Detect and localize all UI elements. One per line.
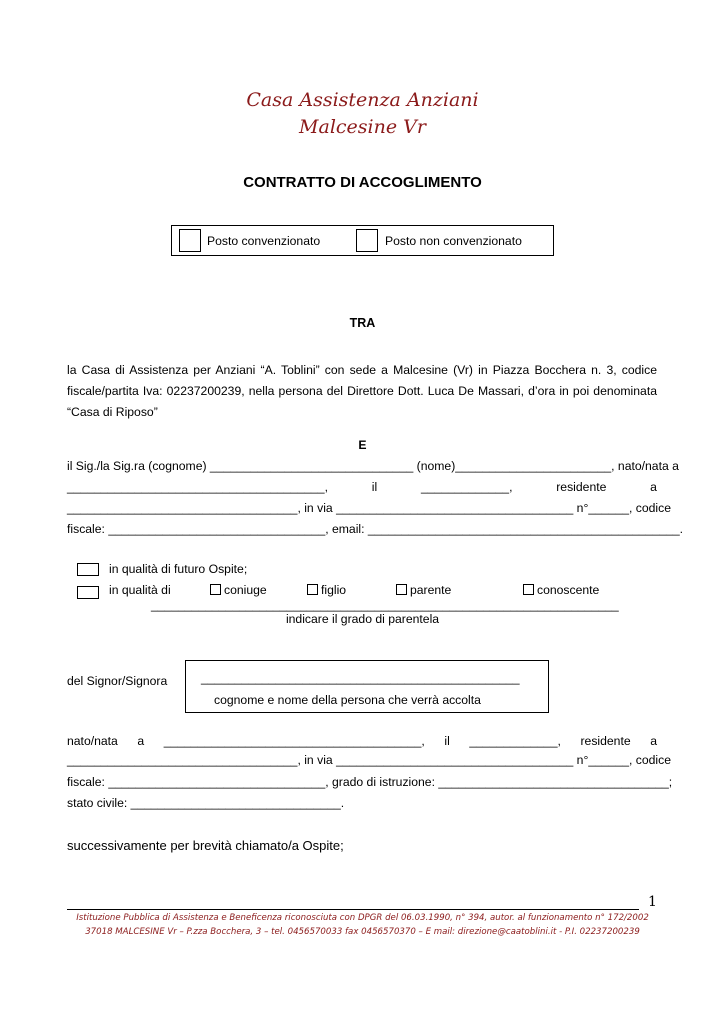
conoscente-label: conoscente bbox=[537, 583, 600, 597]
person-a-label-2: a bbox=[650, 734, 657, 748]
e-heading: E bbox=[358, 438, 367, 452]
futuro-ospite-label: in qualità di futuro Ospite; bbox=[109, 562, 248, 576]
person-residente-label: residente bbox=[580, 734, 631, 748]
person-fiscal-istruzione-field[interactable]: fiscale: ________________________________, grado di istruzione: __________________________________; bbox=[67, 775, 673, 789]
signor-label: del Signor/Signora bbox=[67, 674, 168, 688]
person-address-field[interactable]: __________________________________, in via ___________________________________ n°______, codice bbox=[67, 753, 672, 767]
guest-il-label: il bbox=[371, 480, 378, 494]
footer-line-1: Istituzione Pubblica di Assistenza e Beneficenza riconosciuta con DPGR del 06.03.1990, n° 394, autor. al funzionamento n° 172/2002 bbox=[76, 913, 649, 923]
coniuge-checkbox[interactable] bbox=[210, 584, 221, 595]
non-convenzionato-checkbox[interactable] bbox=[356, 229, 378, 252]
footer-divider bbox=[67, 909, 639, 910]
person-birthplace-field[interactable]: ______________________________________, bbox=[163, 734, 425, 748]
guest-name-field[interactable]: il Sig./la Sig.ra (cognome) ______________________________ (nome)_______________________, nato/nata a bbox=[67, 459, 679, 473]
tra-heading: TRA bbox=[349, 316, 376, 330]
person-stato-civile-field[interactable]: stato civile: _______________________________. bbox=[67, 796, 345, 810]
coniuge-option[interactable] bbox=[210, 583, 267, 597]
guest-row-3 bbox=[67, 501, 672, 519]
person-name-box bbox=[185, 660, 549, 713]
org-name-line1: Casa Assistenza Anziani bbox=[246, 89, 479, 111]
in-qualita-di-label: in qualità di bbox=[109, 583, 171, 597]
guest-a-label: a bbox=[650, 480, 657, 494]
relation-checkbox[interactable] bbox=[77, 586, 99, 599]
conoscente-option[interactable] bbox=[523, 583, 599, 597]
person-il-label: il bbox=[444, 734, 450, 748]
figlio-option[interactable] bbox=[307, 583, 346, 597]
guest-birthdate-field[interactable]: _____________, bbox=[420, 480, 513, 494]
futuro-ospite-checkbox[interactable] bbox=[77, 563, 99, 576]
convenzionato-label: Posto convenzionato bbox=[207, 234, 321, 248]
posto-type-box bbox=[171, 225, 554, 256]
parente-label: parente bbox=[410, 583, 452, 597]
document-title: CONTRATTO DI ACCOGLIMENTO bbox=[243, 174, 482, 191]
non-convenzionato-label: Posto non convenzionato bbox=[385, 234, 522, 248]
page-number: 1 bbox=[648, 894, 657, 910]
guest-row-2 bbox=[67, 480, 657, 498]
parente-option[interactable] bbox=[396, 583, 451, 597]
guest-birthplace-field[interactable]: ______________________________________, bbox=[67, 480, 328, 494]
person-name-field[interactable]: _______________________________________________ bbox=[201, 671, 520, 685]
coniuge-label: coniuge bbox=[224, 583, 267, 597]
figlio-checkbox[interactable] bbox=[307, 584, 318, 595]
person-row-1 bbox=[67, 734, 657, 752]
footer-line-2: 37018 MALCESINE Vr – P.zza Bocchera, 3 – tel. 0456570033 fax 0456570370 – E mail: direzione@caatoblini.it - P.I. 02237200239 bbox=[85, 927, 640, 937]
person-birthdate-field[interactable]: _____________, bbox=[469, 734, 561, 748]
guest-fiscal-email-field[interactable]: fiscale: ________________________________, email: ______________________________________________. bbox=[67, 522, 684, 536]
org-name-line2: Malcesine Vr bbox=[299, 116, 426, 138]
parente-checkbox[interactable] bbox=[396, 584, 407, 595]
person-row-2 bbox=[67, 753, 672, 771]
guest-row-1 bbox=[67, 459, 679, 477]
person-nato-label: nato/nata bbox=[67, 734, 118, 748]
successivamente-text: successivamente per brevità chiamato/a Ospite; bbox=[67, 838, 344, 853]
guest-address-field[interactable]: __________________________________, in via ___________________________________ n°______, codice bbox=[67, 501, 672, 515]
person-a-label-1: a bbox=[137, 734, 145, 748]
person-row-3 bbox=[67, 775, 673, 793]
intro-paragraph: la Casa di Assistenza per Anziani “A. Toblini” con sede a Malcesine (Vr) in Piazza Bocchera n. 3, codice fiscale/partita Iva: 02237200239, nella persona del Direttore Dott. Luca De Massari, d’ora in poi denominata “Casa di Riposo” bbox=[67, 363, 657, 419]
parentela-field[interactable]: _____________________________________________________________________ bbox=[151, 598, 619, 612]
person-name-caption: cognome e nome della persona che verrà accolta bbox=[214, 693, 481, 707]
convenzionato-checkbox[interactable] bbox=[179, 229, 201, 252]
conoscente-checkbox[interactable] bbox=[523, 584, 534, 595]
guest-row-4 bbox=[67, 522, 684, 540]
figlio-label: figlio bbox=[321, 583, 347, 597]
parentela-caption: indicare il grado di parentela bbox=[285, 612, 440, 626]
guest-residente-label: residente bbox=[556, 480, 607, 494]
